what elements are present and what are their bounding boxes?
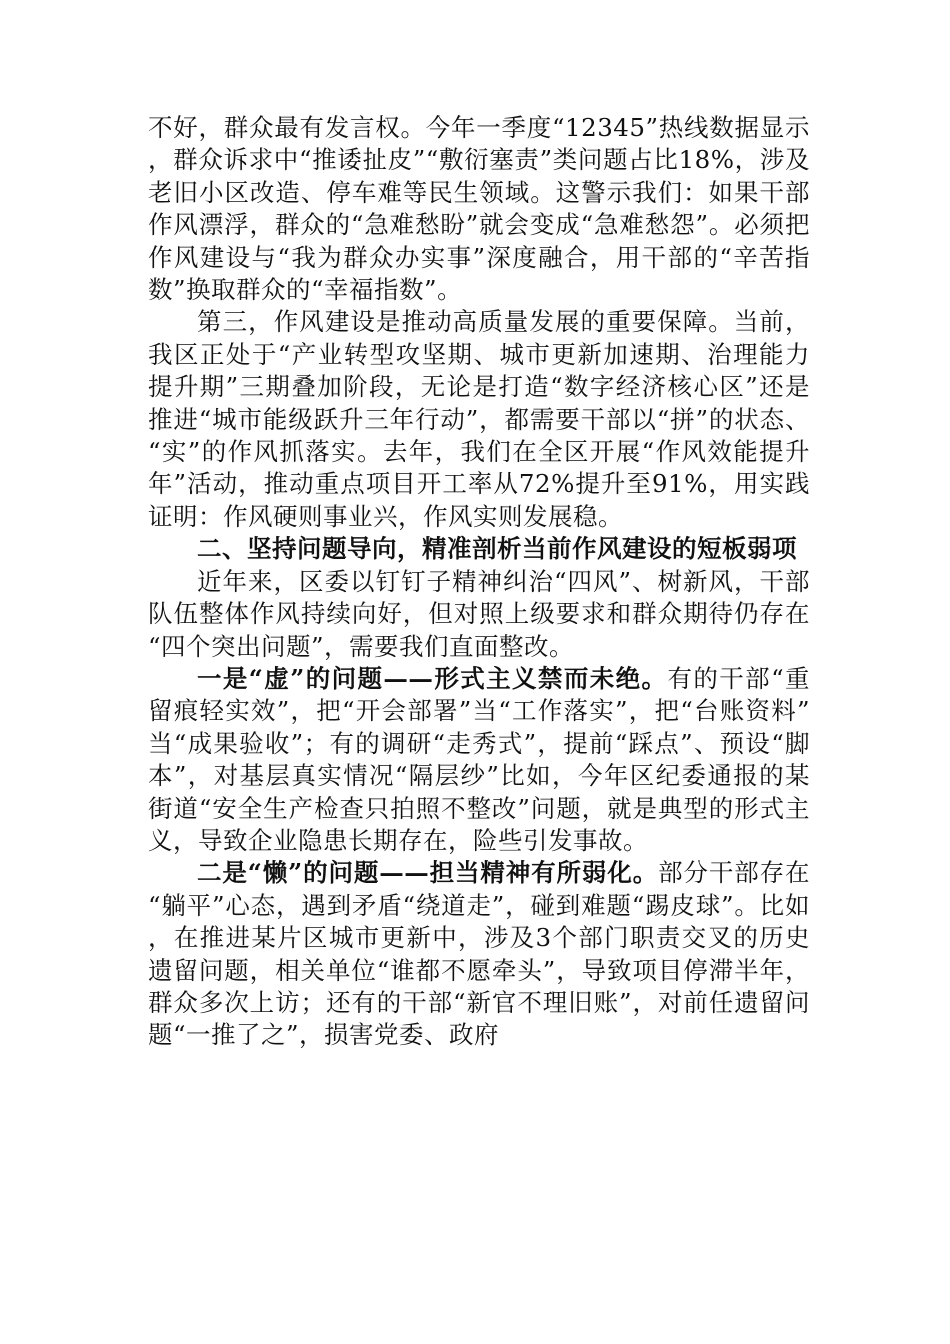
document-page xyxy=(148,112,810,1052)
body-paragraph-3 xyxy=(148,566,810,663)
body-paragraph-5 xyxy=(148,857,810,1051)
body-paragraph-1 xyxy=(148,112,810,306)
paragraph-text: 近年来，区委以钉钉子精神纠治“四风”、树新风，干部队伍整体作风持续向好，但对照上级要求和群众期待仍存在“四个突出问题”，需要我们直面整改。 xyxy=(148,566,810,661)
paragraph-lead: 一是“虚”的问题——形式主义禁而未绝。 xyxy=(197,663,668,693)
body-paragraph-4 xyxy=(148,663,810,857)
paragraph-lead: 二是“懒”的问题——担当精神有所弱化。 xyxy=(197,858,659,888)
body-paragraph-2 xyxy=(148,306,810,533)
paragraph-text: 有的干部“重留痕轻实效”，把“开会部署”当“工作落实”，把“台账资料”当“成果验收”；有的调研“走秀式”，提前“踩点”、预设“脚本”，对基层真实情况“隔层纱”比如，今年区纪委通报的某街道“安全生产检查只拍照不整改”问题，就是典型的形式主义，导致企业隐患长期存在，险些引发事故。 xyxy=(148,663,810,855)
paragraph-text: 第三，作风建设是推动高质量发展的重要保障。当前，我区正处于“产业转型攻坚期、城市更新加速期、治理能力提升期”三期叠加阶段，无论是打造“数字经济核心区”还是推进“城市能级跃升三年行动”，都需要干部以“拼”的状态、“实”的作风抓落实。去年，我们在全区开展“作风效能提升年”活动，推动重点项目开工率从72%提升至91%，用实践证明：作风硬则事业兴，作风实则发展稳。 xyxy=(148,307,810,531)
section-heading-2 xyxy=(148,533,810,565)
heading-text: 二、坚持问题导向，精准剖析当前作风建设的短板弱项 xyxy=(197,534,797,564)
paragraph-text: 部分干部存在“躺平”心态，遇到矛盾“绕道走”，碰到难题“踢皮球”。比如，在推进某片区城市更新中，涉及3个部门职责交叉的历史遗留问题，相关单位“谁都不愿牵头”，导致项目停滞半年，群众多次上访；还有的干部“新官不理旧账”，对前任遗留问题“一推了之”，损害党委、政府 xyxy=(148,858,811,1050)
paragraph-text: 不好，群众最有发言权。今年一季度“12345”热线数据显示，群众诉求中“推诿扯皮”“敷衍塞责”类问题占比18%，涉及老旧小区改造、停车难等民生领域。这警示我们：如果干部作风漂浮，群众的“急难愁盼”就会变成“急难愁怨”。必须把作风建设与“我为群众办实事”深度融合，用干部的“辛苦指数”换取群众的“幸福指数”。 xyxy=(148,113,810,305)
